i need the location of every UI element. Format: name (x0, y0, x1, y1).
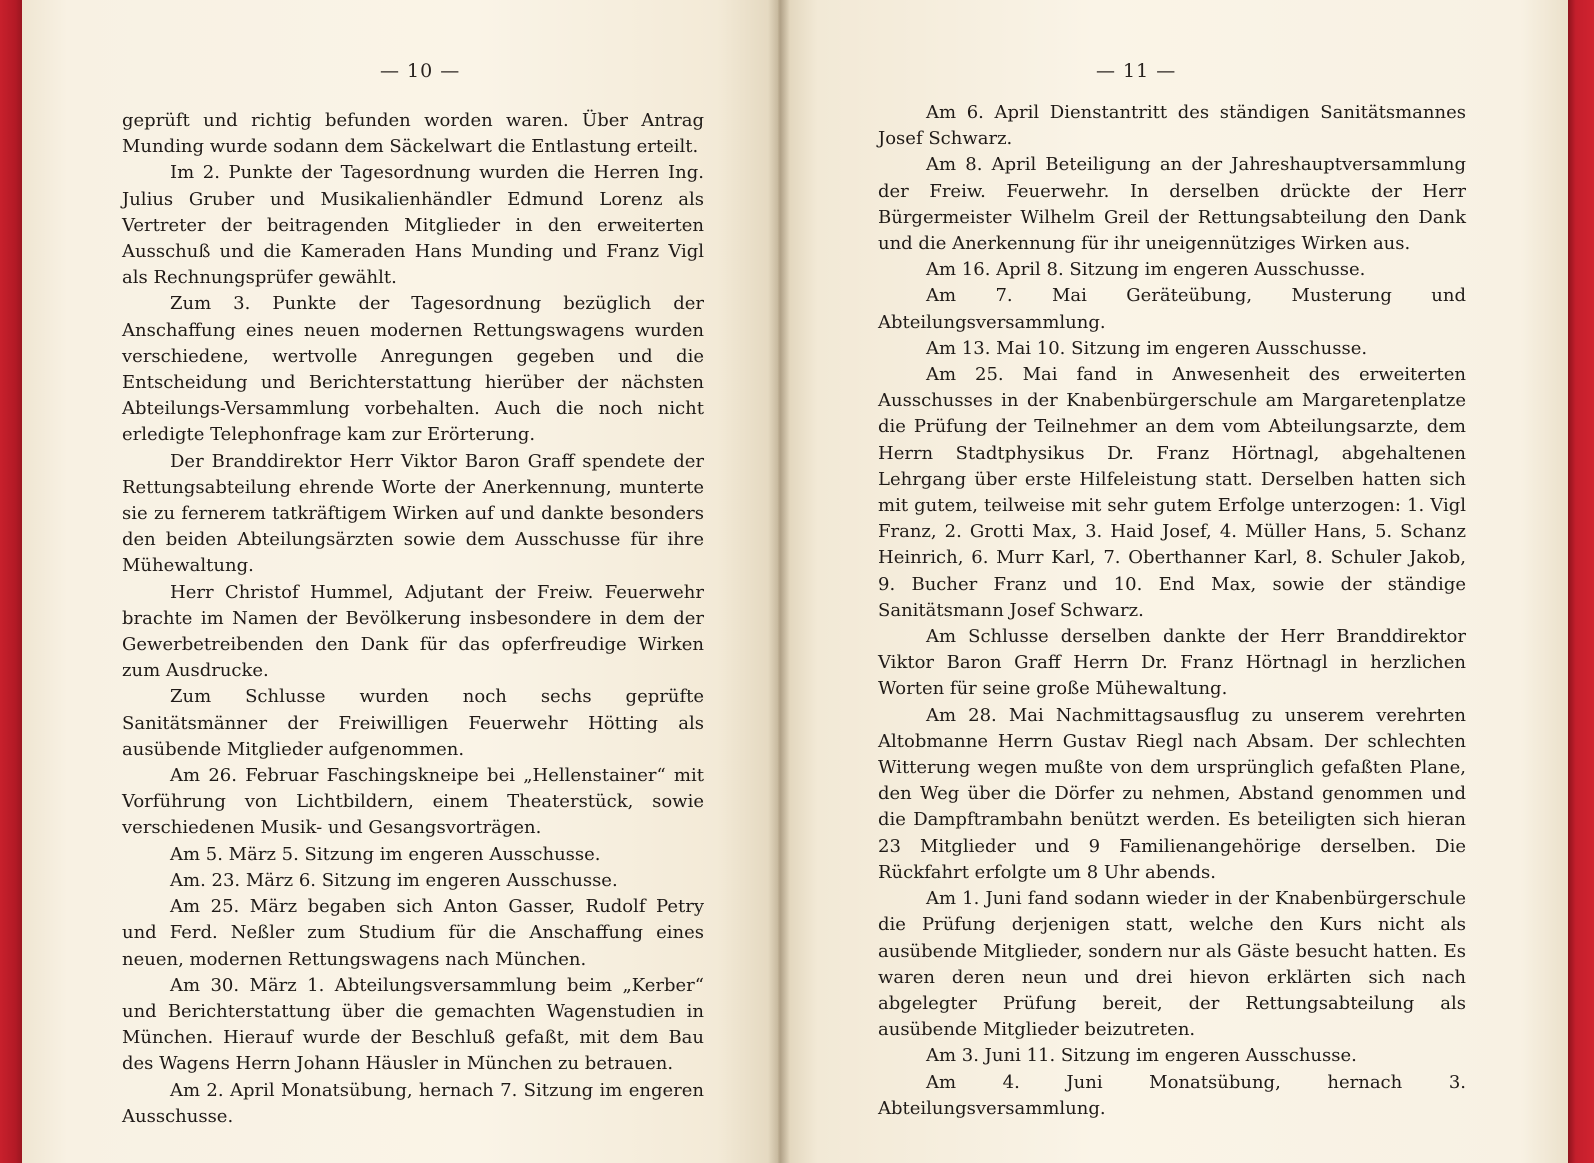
paragraph: Am 25. März begaben sich Anton Gasser, Rudolf Petry und Ferd. Neßler zum Studium für die Anschaffung eines neuen, modernen Rettungswagens nach München. (122, 896, 704, 970)
paragraph: Zum 3. Punkte der Tagesordnung bezüglich der Anschaffung eines neuen modernen Rettungswagens wurden verschiedene, wertvolle Anregungen gegeben und die Entscheidung und Berichterstattung hierüber der nächsten Abteilungs-Versammlung vorbehalten. Auch die noch nicht erledigte Telephonfrage kam zur Erörterung. (122, 293, 704, 446)
paragraph: Am 13. Mai 10. Sitzung im engeren Ausschusse. (926, 337, 1368, 359)
paragraph: Am. 23. März 6. Sitzung im engeren Ausschusse. (170, 869, 618, 891)
paragraph: Am 4. Juni Monatsübung, hernach 3. Abteilungsversammlung. (878, 1071, 1466, 1119)
paragraph: Der Branddirektor Herr Viktor Baron Graff spendete der Rettungsabteilung ehrende Worte der Anerkennung, munterte sie zu fernerem tatkräftigem Wirken auf und dankte besonders den beiden Abteilungsärzten sowie dem Ausschusse für ihre Mühewaltung. (122, 450, 704, 577)
page-number: — 11 — (1096, 60, 1177, 82)
paragraph: Am 16. April 8. Sitzung im engeren Ausschusse. (926, 259, 1366, 281)
right-page (778, 0, 1568, 1163)
book-cover-edge-left (0, 0, 22, 1163)
page-number: — 10 — (380, 60, 461, 82)
left-page (22, 0, 778, 1163)
paragraph: Am 3. Juni 11. Sitzung im engeren Ausschusse. (926, 1045, 1357, 1067)
paragraph: Am 6. April Dienstantritt des ständigen Sanitätsmannes Josef Schwarz. (878, 102, 1466, 150)
paragraph: geprüft und richtig befunden worden waren. Über Antrag Munding wurde sodann dem Säckelwart die Entlastung erteilt. (122, 110, 704, 158)
paragraph: Herr Christof Hummel, Adjutant der Freiw. Feuerwehr brachte im Namen der Bevölkerung insbesondere in dem der Gewerbetreibenden den Dank für das opferfreudige Wirken zum Ausdrucke. (122, 581, 704, 682)
page-text (122, 108, 704, 1130)
paragraph: Am 2. April Monatsübung, hernach 7. Sitzung im engeren Ausschusse. (122, 1079, 704, 1127)
paragraph: Am 30. März 1. Abteilungsversammlung beim „Kerber“ und Berichterstattung über die gemachten Wagenstudien in München. Hierauf wurde der Beschluß gefaßt, mit dem Bau des Wagens Herrn Johann Häusler in München zu betrauen. (122, 974, 704, 1075)
paragraph: Am 5. März 5. Sitzung im engeren Ausschusse. (170, 843, 601, 865)
book-cover-edge-right (1568, 0, 1594, 1163)
page-text (878, 100, 1466, 1122)
paragraph: Im 2. Punkte der Tagesordnung wurden die Herren Ing. Julius Gruber und Musikalienhändler Edmund Lorenz als Vertreter der beitragenden Mitglieder in den erweiterten Ausschuß und die Kameraden Hans Munding und Franz Vigl als Rechnungsprüfer gewählt. (122, 162, 704, 289)
paragraph: Am 7. Mai Geräteübung, Musterung und Abteilungsversammlung. (878, 285, 1466, 333)
paragraph: Am 25. Mai fand in Anwesenheit des erweiterten Ausschusses in der Knabenbürgerschule am Margaretenplatze die Prüfung der Teilnehmer an dem vom Abteilungsarzte, dem Herrn Stadtphysikus Dr. Franz Hörtnagl, abgehaltenen Lehrgang über erste Hilfeleistung statt. Derselben hatten sich mit gutem, teilweise mit sehr gutem Erfolge unterzogen: 1. Vigl Franz, 2. Grotti Max, 3. Haid Josef, 4. Müller Hans, 5. Schanz Heinrich, 6. Murr Karl, 7. Oberthanner Karl, 8. Schuler Jakob, 9. Bucher Franz und 10. End Max, sowie der ständige Sanitätsmann Josef Schwarz. (878, 364, 1466, 621)
paragraph: Am 28. Mai Nachmittagsausflug zu unserem verehrten Altobmanne Herrn Gustav Riegl nach Absam. Der schlechten Witterung wegen mußte von dem ursprünglich gefaßten Plane, den Weg über die Dörfer zu nehmen, Abstand genommen und die Dampftrambahn benützt werden. Es beteiligten sich hieran 23 Mitglieder und 9 Familienangehörige derselben. Die Rückfahrt erfolgte um 8 Uhr abends. (878, 704, 1466, 883)
paragraph: Am 1. Juni fand sodann wieder in der Knabenbürgerschule die Prüfung derjenigen statt, welche den Kurs nicht als ausübende Mitglieder, sondern nur als Gäste besucht hatten. Es waren deren neun und drei hievon erklärten sich nach abgelegter Prüfung bereit, der Rettungsabteilung als ausübende Mitglieder beizutreten. (878, 888, 1466, 1041)
paragraph: Am 8. April Beteiligung an der Jahreshauptversammlung der Freiw. Feuerwehr. In derselben drückte der Herr Bürgermeister Wilhelm Greil der Rettungsabteilung den Dank und die Anerkennung für ihr uneigennütziges Wirken aus. (878, 154, 1466, 255)
paragraph: Am Schlusse derselben dankte der Herr Branddirektor Viktor Baron Graff Herrn Dr. Franz Hörtnagl in herzlichen Worten für seine große Mühewaltung. (878, 626, 1466, 700)
paragraph: Zum Schlusse wurden noch sechs geprüfte Sanitätsmänner der Freiwilligen Feuerwehr Hötting als ausübende Mitglieder aufgenommen. (122, 686, 704, 760)
paragraph: Am 26. Februar Faschingskneipe bei „Hellenstainer“ mit Vorführung von Lichtbildern, einem Theaterstück, sowie verschiedenen Musik- und Gesangsvorträgen. (122, 765, 704, 839)
